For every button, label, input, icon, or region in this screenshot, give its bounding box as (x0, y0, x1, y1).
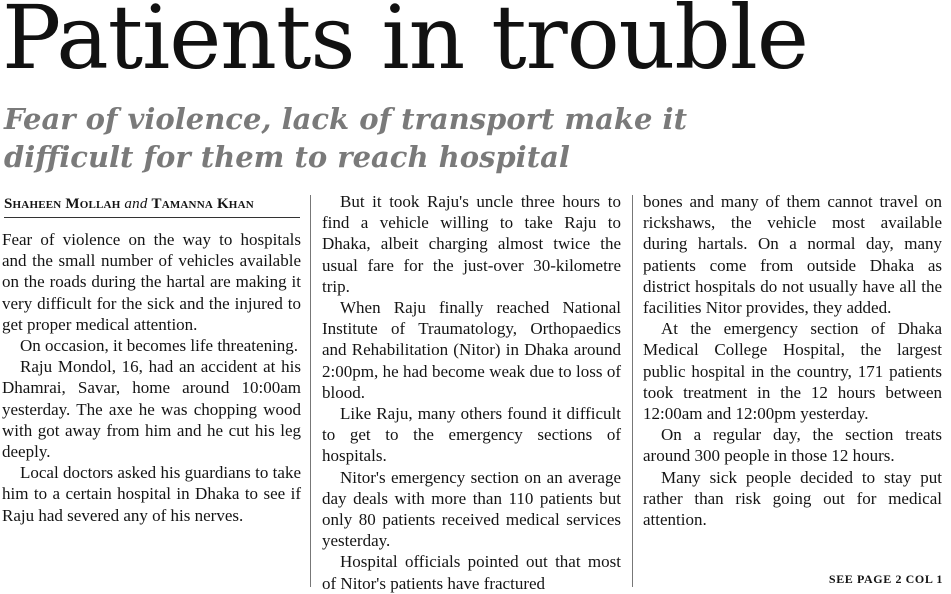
paragraph: bones and many of them cannot travel on rickshaws, the vehicle most available during hartals. On a normal day, many patients come from outside Dhaka as district hospitals do not usually have all the facilities Nitor provides, they added. (643, 192, 942, 318)
paragraph: On a regular day, the section treats around 300 people in those 12 hours. (643, 425, 942, 466)
author-name: Tamanna Khan (151, 196, 254, 212)
paragraph: Local doctors asked his guardians to take him to a certain hospital in Dhaka to see if Raju had severed any of his nerves. (2, 463, 301, 525)
column-divider (310, 195, 311, 587)
column-3 (643, 191, 942, 530)
paragraph: On occasion, it becomes life threatening. (20, 336, 299, 356)
paragraph: Hospital officials pointed out that most of Nitor's patients have fractured (322, 552, 621, 593)
column-2 (322, 191, 621, 594)
subheadline: Fear of violence, lack of transport make it difficult for them to reach hospital (4, 102, 687, 174)
column-1 (2, 229, 301, 526)
column-divider (632, 195, 633, 587)
continuation-note: SEE PAGE 2 COL 1 (828, 572, 943, 586)
author-name: Shaheen Mollah (4, 196, 121, 212)
paragraph: Raju Mondol, 16, had an accident at his Dhamrai, Savar, home around 10:00am yesterday. The axe he was chopping wood with got away from him and he cut his leg deeply. (2, 357, 301, 462)
paragraph: But it took Raju's uncle three hours to find a vehicle willing to take Raju to Dhaka, albeit charging almost twice the usual fare for the just-over 30-kilometre trip. (322, 192, 621, 296)
byline-conjunction: and (124, 196, 148, 212)
paragraph: When Raju finally reached National Institute of Traumatology, Orthopaedics and Rehabilitation (Nitor) in Dhaka around 2:00pm, he had become weak due to loss of blood. (322, 298, 621, 402)
paragraph: Fear of violence on the way to hospitals and the small number of vehicles available on the roads during the hartal are making it very difficult for the sick and the injured to get proper medical attention. (2, 230, 301, 334)
paragraph: Many sick people decided to stay put rather than risk going out for medical attention. (643, 467, 942, 530)
paragraph: Nitor's emergency section on an average day deals with more than 110 patients but only 80 patients received medical services yesterday. (322, 467, 621, 551)
paragraph: At the emergency section of Dhaka Medical College Hospital, the largest public hospital in the country, 171 patients took treatment in the 12 hours between 12:00am and 12:00pm yesterday. (643, 319, 942, 424)
byline (4, 195, 300, 213)
byline-rule (4, 217, 300, 218)
headline: Patients in trouble (2, 0, 808, 89)
paragraph: Like Raju, many others found it difficult to get to the emergency sections of hospitals. (322, 404, 621, 466)
